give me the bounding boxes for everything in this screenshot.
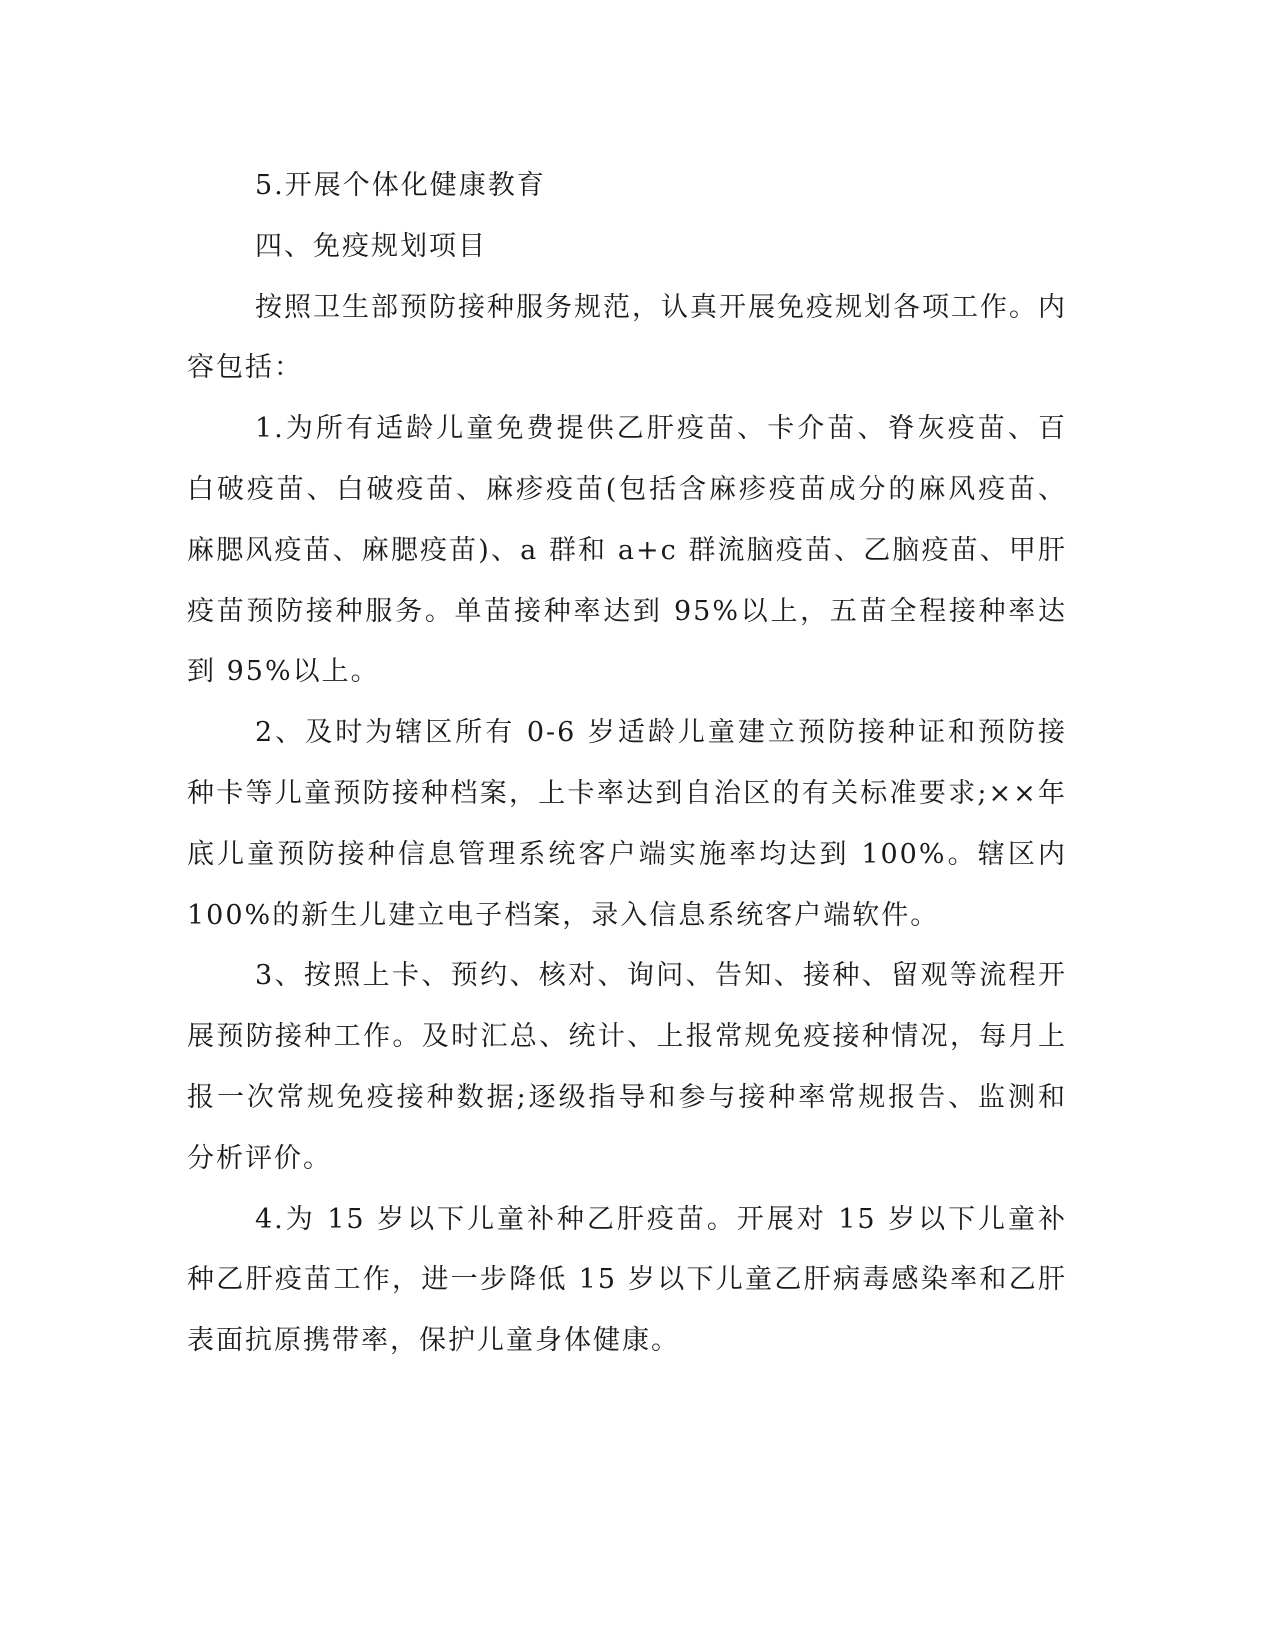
paragraph-health-education: 5.开展个体化健康教育 bbox=[255, 170, 546, 201]
paragraph-item-1: 1.为所有适龄儿童免费提供乙肝疫苗、卡介苗、脊灰疫苗、百白破疫苗、白破疫苗、麻疹疫苗(包括含麻疹疫苗成分的麻风疫苗、麻腮风疫苗、麻腮疫苗)、a 群和 a+c 群流脑疫苗、乙脑疫苗、甲肝疫苗预防接种服务。单苗接种率达到 95%以上，五苗全程接种率达到 95%以上。 bbox=[187, 413, 1067, 688]
paragraph-item-4: 4.为 15 岁以下儿童补种乙肝疫苗。开展对 15 岁以下儿童补种乙肝疫苗工作，进一步降低 15 岁以下儿童乙肝病毒感染率和乙肝表面抗原携带率，保护儿童身体健康。 bbox=[187, 1203, 1067, 1357]
document-body bbox=[187, 156, 1067, 1372]
paragraph-intro: 按照卫生部预防接种服务规范，认真开展免疫规划各项工作。内容包括： bbox=[187, 291, 1067, 384]
paragraph-item-2: 2、及时为辖区所有 0-6 岁适龄儿童建立预防接种证和预防接种卡等儿童预防接种档案，上卡率达到自治区的有关标准要求;××年底儿童预防接种信息管理系统客户端实施率均达到 100%。辖区内 100%的新生儿建立电子档案，录入信息系统客户端软件。 bbox=[187, 717, 1067, 931]
section-heading-immunization: 四、免疫规划项目 bbox=[255, 230, 487, 262]
paragraph-item-3: 3、按照上卡、预约、核对、询问、告知、接种、留观等流程开展预防接种工作。及时汇总、统计、上报常规免疫接种情况，每月上报一次常规免疫接种数据;逐级指导和参与接种率常规报告、监测和分析评价。 bbox=[187, 960, 1067, 1174]
